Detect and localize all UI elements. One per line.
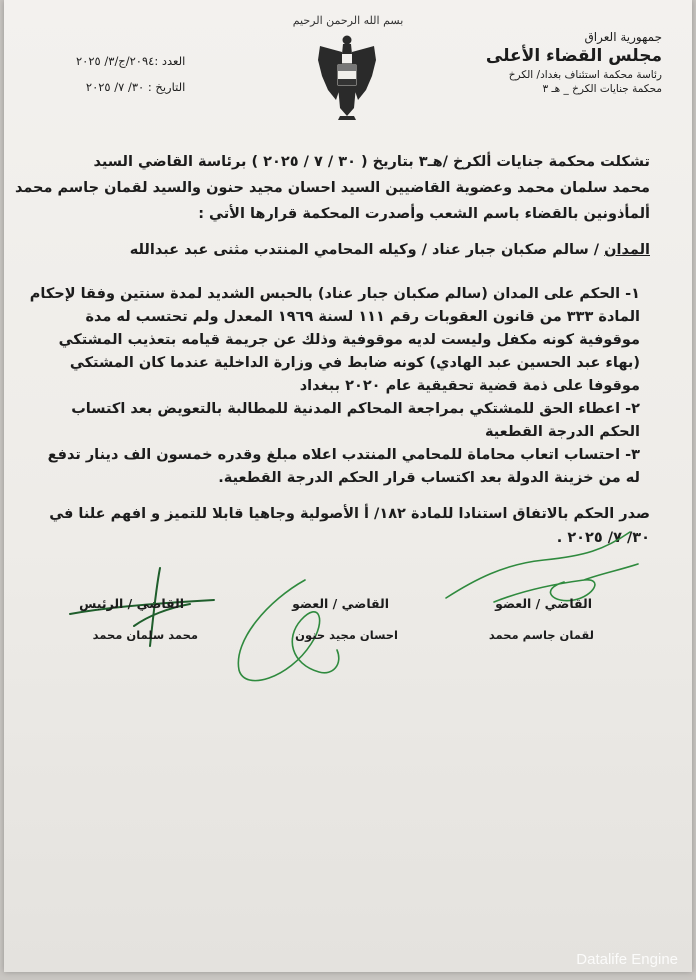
convicted-label: المدان [604, 242, 650, 258]
signature-name-3: محمد سلمان محمد [92, 628, 198, 642]
item-line-8: ٣- احتساب اتعاب محاماة للمحامي المنتدب اعلاه مبلغ وقدره خمسون الف دينار تدفع [47, 447, 640, 463]
item-line-6: ٢- اعطاء الحق للمشتكي بمراجعة المحاكم المدنية للمطالبة بالتعويض بعد اكتساب [71, 401, 640, 417]
document-page [4, 0, 692, 972]
court-name: محكمة جنايات الكرخ _ هـ ٣ [542, 83, 662, 95]
presidency-name: رئاسة محكمة استئناف بغداد/ الكرخ [508, 69, 662, 81]
signature-scribble-member-right [434, 520, 654, 630]
closing-line-1: صدر الحكم بالاتفاق استنادا للمادة ١٨٢/ أ الأصولية وجاهيا قابلا للتميز و افهم علنا في [49, 506, 650, 522]
basmala: بسم الله الرحمن الرحيم [292, 14, 404, 27]
signature-name-2: احسان مجيد حنون [295, 628, 398, 642]
document-number: العدد :٢٠٩٤/ج/٣/ ٢٠٢٥ [76, 54, 186, 68]
item-line-5: موقوفا على ذمة قضية تحقيقية عام ٢٠٢٠ ببغداد [299, 378, 640, 394]
signature-title-2: القاضي / العضو [292, 596, 389, 611]
document-date: التاريخ : ٣٠/ ٧/ ٢٠٢٥ [85, 80, 186, 94]
item-line-2: المادة ٣٣٣ من قانون العقوبات رقم ١١١ لسنة ١٩٦٩ المعدل ولم تحتسب له مدة [85, 309, 640, 325]
item-line-1: ١- الحكم على المدان (سالم صكبان جبار عناد) بالحبس الشديد لمدة سنتين وفقا لإحكام [29, 286, 640, 302]
item-line-9: له من خزينة الدولة بعد اكتساب قرار الحكم الدرجة القطعية. [218, 470, 640, 486]
iraq-eagle-emblem [316, 30, 378, 122]
signature-title-3: القاضي / الرئيس [79, 596, 184, 611]
convicted-line [130, 242, 650, 258]
signature-title-1: القاضي / العضو [495, 596, 592, 611]
council-name: مجلس القضاء الأعلى [485, 46, 662, 66]
signature-name-1: لقمان جاسم محمد [488, 628, 594, 642]
intro-line-1: تشكلت محكمة جنايات ألكرخ /هـ٣ بتاريخ ( ٣٠ / ٧ / ٢٠٢٥ ) برئاسة القاضي السيد [93, 154, 650, 170]
watermark: Datalife Engine [576, 951, 678, 968]
item-line-3: موقوفية كونه مكفل وليست لديه موقوفية وذلك عن جريمة قيامه بتعذيب المشتكي [58, 332, 640, 348]
header-right [486, 30, 662, 95]
header-left [76, 48, 185, 100]
intro-line-3: ألمأذونين بالقضاء باسم الشعب وأصدرت المحكمة قرارها الأتي : [198, 206, 650, 222]
convicted-details: / سالم صكبان جبار عناد / وكيله المحامي المنتدب مثنى عبد عبدالله [129, 242, 605, 258]
country-name: جمهورية العراق [584, 30, 662, 44]
intro-line-2: محمد سلمان محمد وعضوية القاضيين السيد احسان مجيد حنون والسيد لقمان جاسم محمد [14, 180, 650, 196]
closing-line-2: ٣٠/ ٧/ ٢٠٢٥ . [556, 530, 650, 546]
item-line-7: الحكم الدرجة القطعية [484, 424, 640, 440]
item-line-4: (بهاء عبد الحسين عبد الهادي) كونه ضابط في وزارة الداخلية عندما كان المشتكي [69, 355, 640, 371]
